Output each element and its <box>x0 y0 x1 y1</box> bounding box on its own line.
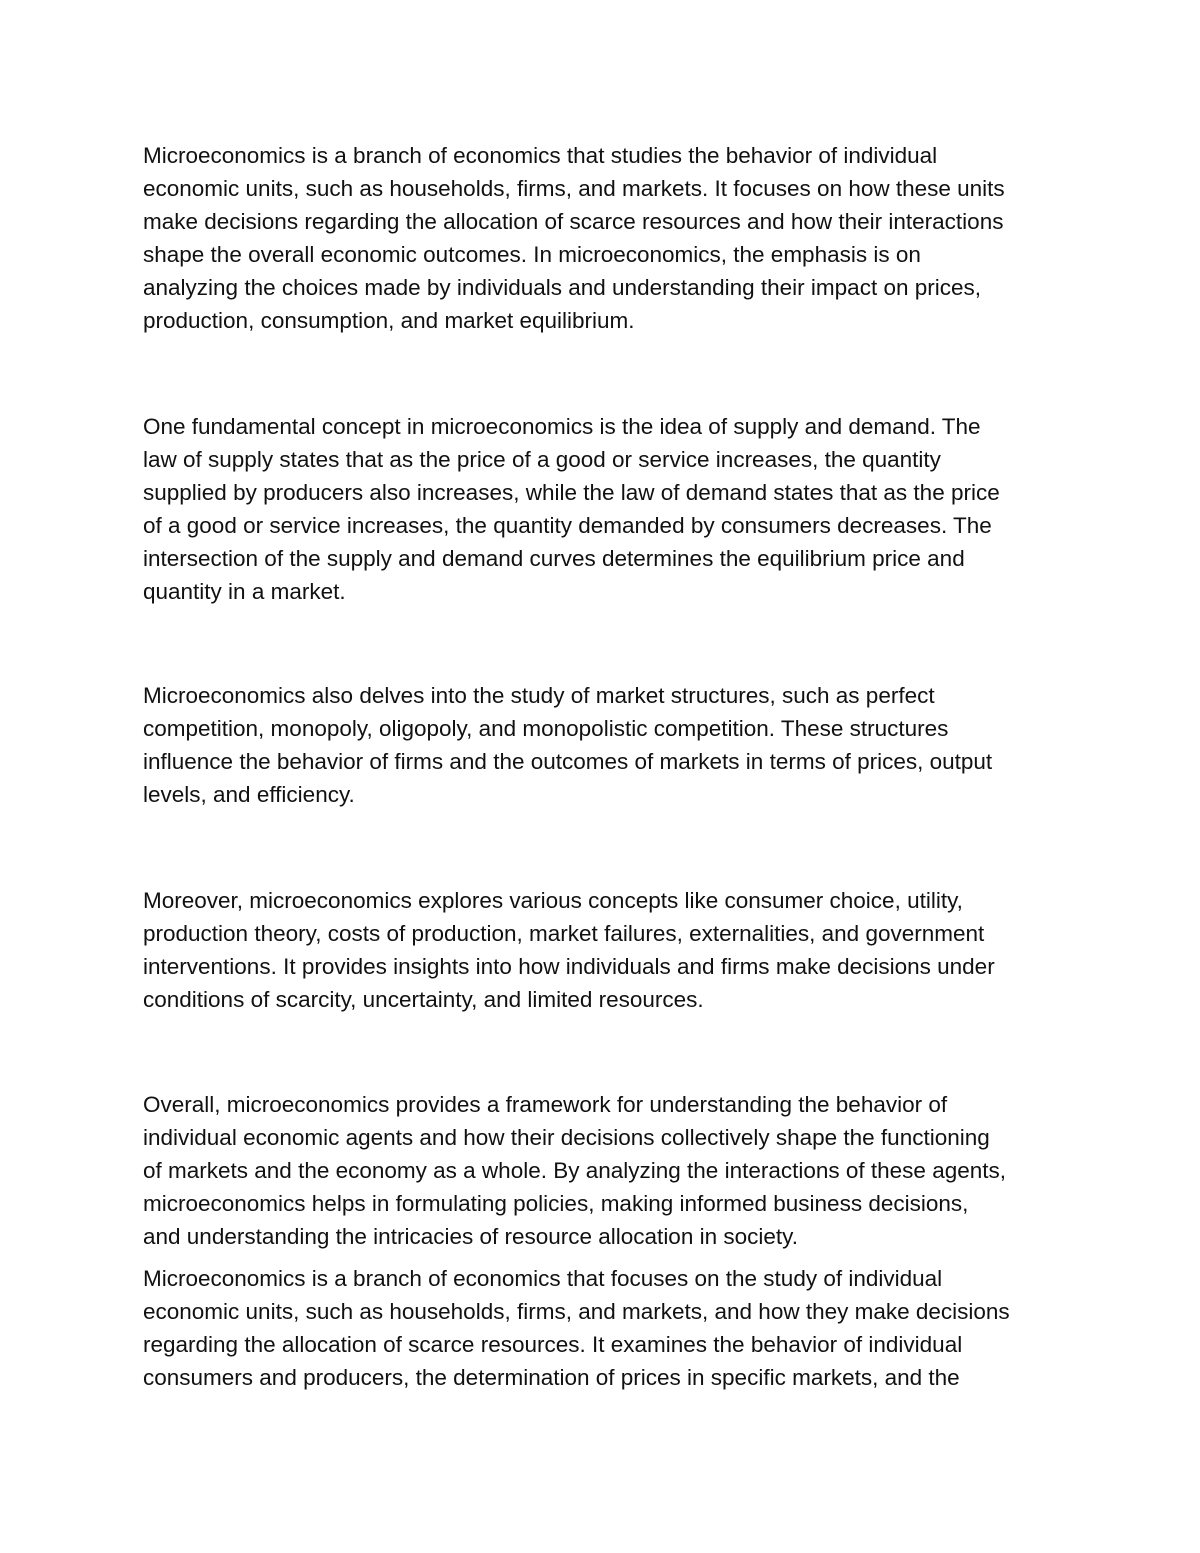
paragraph-microeconomics-restated: Microeconomics is a branch of economics that focuses on the study of individual economic units, such as households, firms, and markets, and how they make decisions regarding the allocation of scarce resources. It examines the behavior of individual consumers and producers, the determination of prices in specific markets, and the <box>143 1266 1010 1390</box>
paragraph-overall-framework: Overall, microeconomics provides a framework for understanding the behavior of individual economic agents and how their decisions collectively shape the functioning of markets and the economy as a whole. By analyzing the interactions of these agents, microeconomics helps in formulating policies, making informed business decisions, and understanding the intricacies of resource allocation in society. <box>143 1092 1006 1249</box>
paragraph-supply-and-demand: One fundamental concept in microeconomics is the idea of supply and demand. The law of supply states that as the price of a good or service increases, the quantity supplied by producers also increases, while the law of demand states that as the price of a good or service increases, the quantity demanded by consumers decreases. The intersection of the supply and demand curves determines the equilibrium price and quantity in a market. <box>143 414 1000 604</box>
paragraph-market-structures: Microeconomics also delves into the study of market structures, such as perfect competition, monopoly, oligopoly, and monopolistic competition. These structures influence the behavior of firms and the outcomes of markets in terms of prices, output levels, and efficiency. <box>143 683 993 807</box>
paragraph-microeconomics-definition: Microeconomics is a branch of economics that studies the behavior of individual economic units, such as households, firms, and markets. It focuses on how these units make decisions regarding the allocation of scarce resources and how their interactions shape the overall economic outcomes. In microeconomics, the emphasis is on analyzing the choices made by individuals and understanding their impact on prices, production, consumption, and market equilibrium. <box>143 143 1005 333</box>
paragraph-microeconomic-concepts: Moreover, microeconomics explores various concepts like consumer choice, utility, production theory, costs of production, market failures, externalities, and government interventions. It provides insights into how individuals and firms make decisions under conditions of scarcity, uncertainty, and limited resources. <box>143 888 995 1012</box>
